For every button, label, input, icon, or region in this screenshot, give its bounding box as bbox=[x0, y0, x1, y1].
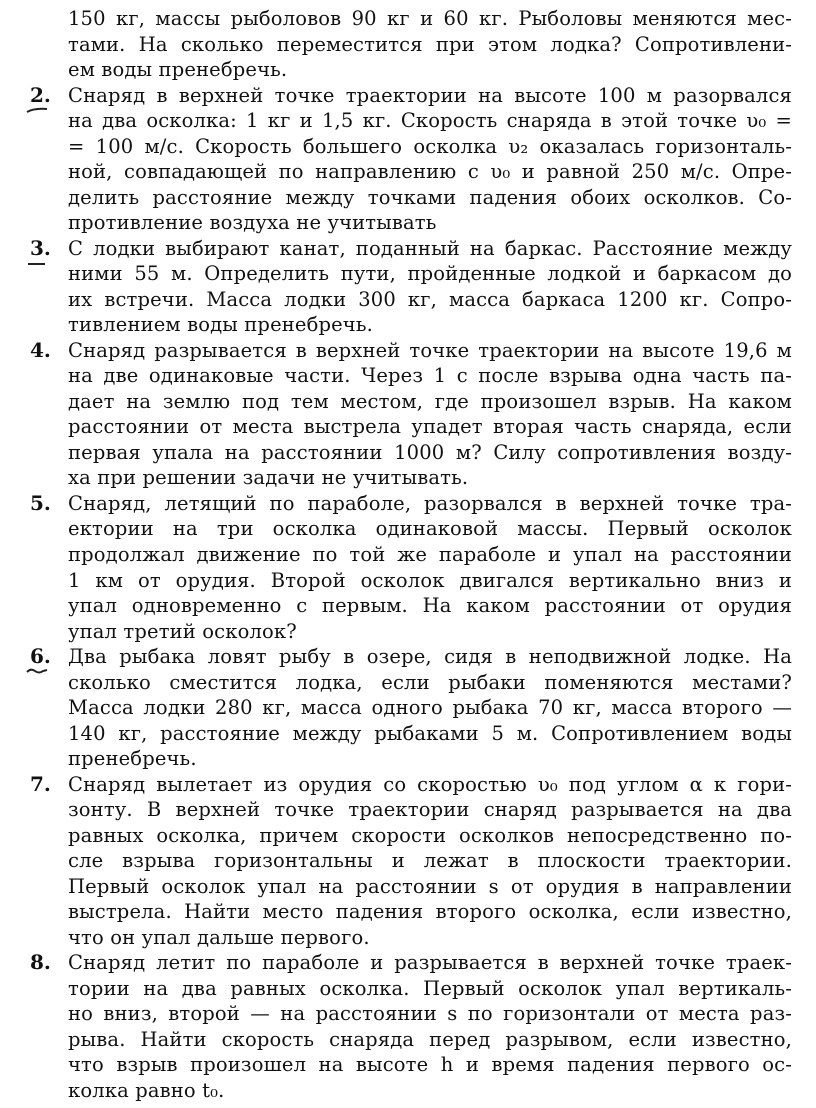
text-line: ной, совпадающей по направлению с υ₀ и равной 250 м/с. Опре- bbox=[68, 160, 792, 184]
text-line: но вниз, второй — на расстоянии s по горизонтали от места раз- bbox=[68, 1002, 792, 1026]
problem-number: 5. bbox=[30, 490, 51, 515]
problem-number: 8. bbox=[30, 950, 51, 975]
problem-number: 2. bbox=[30, 82, 51, 107]
text-line: Первый осколок упал на расстоянии s от орудия в направлении bbox=[68, 874, 792, 898]
text-line: тории на два равных осколка. Первый осколок упал вертикаль- bbox=[68, 976, 792, 1000]
problem-number: 3. bbox=[30, 235, 51, 260]
text-line: выстрела. Найти место падения второго осколка, если известно, bbox=[68, 900, 792, 924]
text-line: 150 кг, массы рыболовов 90 кг и 60 кг. Рыболовы меняются мес- bbox=[68, 7, 792, 30]
text-line: ектории на три осколка одинаковой массы. Первый осколок bbox=[68, 517, 792, 541]
text-line: сколько сместится лодка, если рыбаки поменяются местами? bbox=[68, 670, 792, 694]
text-line: упал одновременно с первым. На каком расстоянии от орудия bbox=[68, 594, 792, 618]
text-line: их встречи. Масса лодки 300 кг, масса баркаса 1200 кг. Сопро- bbox=[68, 287, 792, 311]
text-line: 140 кг, расстояние между рыбаками 5 м. Сопротивлением воды bbox=[68, 721, 792, 745]
text-line: колка равно t₀. bbox=[68, 1079, 225, 1102]
text-line: зонту. В верхней точке траектории снаряд разрывается на два bbox=[68, 798, 792, 822]
text-line: дает на землю под тем местом, где произошел взрыв. На каком bbox=[68, 389, 792, 413]
tilde-mark bbox=[26, 667, 48, 675]
problem-number: 6. bbox=[30, 644, 51, 669]
text-line: рыва. Найти скорость снаряда перед разрывом, если известно, bbox=[68, 1027, 792, 1051]
text-line: продолжал движение по той же параболе и упал на расстоянии bbox=[68, 543, 792, 566]
text-line: что он упал дальше первого. bbox=[68, 925, 370, 949]
dash-mark bbox=[26, 260, 48, 268]
text-line: на два осколка: 1 кг и 1,5 кг. Скорость снаряда в этой точке υ₀ = bbox=[68, 109, 792, 133]
problem-number: 4. bbox=[30, 337, 51, 362]
text-line: пренебречь. bbox=[68, 747, 197, 771]
text-line: Снаряд летит по параболе и разрывается в верхней точке траек- bbox=[68, 951, 792, 975]
text-line: С лодки выбирают канат, поданный на баркас. Расстояние между bbox=[68, 236, 792, 260]
text-line: = 100 м/с. Скорость большего осколка υ₂ оказалась горизонталь- bbox=[68, 134, 792, 158]
text-line: расстоянии от места выстрела упадет вторая часть снаряда, если bbox=[68, 415, 792, 439]
problem-number: 7. bbox=[30, 771, 51, 796]
text-line: 1 км от орудия. Второй осколок двигался вертикально вниз и bbox=[68, 568, 792, 592]
text-line: делить расстояние между точками падения обоих осколков. Со- bbox=[68, 185, 792, 209]
text-line: Два рыбака ловят рыбу в озере, сидя в неподвижной лодке. На bbox=[68, 645, 792, 669]
text-line: Снаряд в верхней точке траектории на высоте 100 м разорвался bbox=[68, 83, 792, 107]
text-line: сле взрыва горизонтальны и лежат в плоскости траектории. bbox=[68, 849, 792, 873]
text-line: первая упала на расстоянии 1000 м? Силу сопротивления возду- bbox=[68, 440, 792, 464]
text-line: Масса лодки 280 кг, масса одного рыбака 70 кг, масса второго — bbox=[68, 696, 792, 720]
text-line: Снаряд, летящий по параболе, разорвался в верхней точке тра- bbox=[68, 491, 792, 515]
text-line: ними 55 м. Определить пути, пройденные лодкой и баркасом до bbox=[68, 262, 792, 286]
text-line: что взрыв произошел на высоте h и время падения первого ос- bbox=[68, 1053, 792, 1077]
text-line: упал третий осколок? bbox=[68, 619, 297, 643]
text-line: Снаряд вылетает из орудия со скоростью υ₀ под углом α к гори- bbox=[68, 772, 792, 796]
text-line: тами. На сколько переместится при этом лодка? Сопротивлени- bbox=[68, 32, 792, 56]
text-line: на две одинаковые части. Через 1 с после взрыва одна часть па- bbox=[68, 364, 792, 388]
text-line: ха при решении задачи не учитывать. bbox=[68, 466, 469, 490]
text-line: тивлением воды пренебречь. bbox=[68, 313, 373, 337]
text-line: равных осколка, причем скорости осколков непосредственно по- bbox=[68, 823, 792, 847]
text-line: ем воды пренебречь. bbox=[68, 58, 288, 82]
text-line: противление воздуха не учитывать bbox=[68, 211, 437, 235]
text-line: Снаряд разрывается в верхней точке траектории на высоте 19,6 м bbox=[68, 338, 792, 362]
underline-mark bbox=[26, 106, 48, 114]
